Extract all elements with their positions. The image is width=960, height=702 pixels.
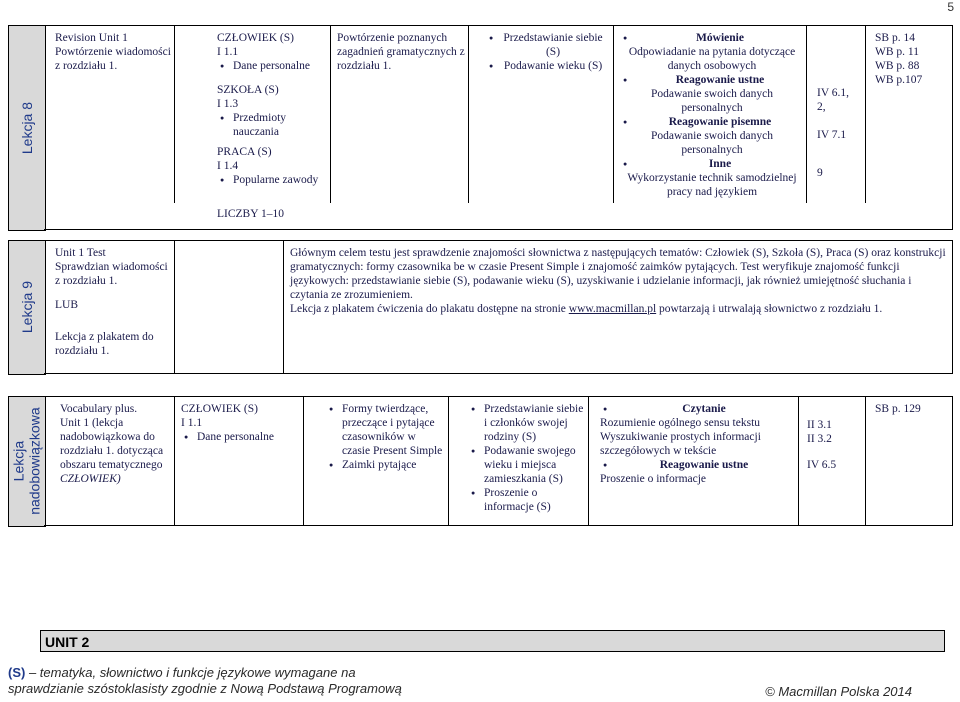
material-ref: SB p. 14 <box>875 32 915 44</box>
lesson9-main-text: Głównym celem testu jest sprawdzenie znajomości słownictwa z następujących tematów: Człowiek (S), Szkoła (S), Praca (S) oraz konstrukcji gramatycznych: formy czasownika be w czasie Present Simple i znajomość zaimków pytających. Test weryfikuje znajomość funkcji językowych: przedstawianie siebie (S), podawanie wieku (S), uzyskiwanie i udzielanie informacji, jak również umiejętność słuchania i czytania ze zrozumieniem. <box>290 247 946 302</box>
standard-code: IV 6.1, <box>817 87 850 99</box>
function-item: ● Podawanie wieku (S) <box>502 59 604 73</box>
lesson9-topic-cell <box>55 246 171 358</box>
skill-text: Rozumienie ogólnego sensu tekstu Wyszukiwanie prostych informacji szczegółowych w tekście <box>600 417 761 458</box>
numbers-label-cell <box>217 207 284 221</box>
poster-text-start: Lekcja z plakatem ćwiczenia do plakatu dostępne na stronie <box>290 303 569 316</box>
lesson8-topic: Revision Unit 1 Powtórzenie wiadomości z rozdziału 1. <box>55 32 171 73</box>
optional-lesson-label-line2: nadobowiązkowa <box>27 407 43 516</box>
skill-heading: ● Reagowanie ustne <box>636 73 804 87</box>
lesson9-poster-text <box>290 302 950 316</box>
function-item: ● Podawanie swojego wieku i miejsca zamieszkania (S) <box>484 444 586 486</box>
footer-s-marker: (S) <box>8 665 26 680</box>
skill-heading: ● Mówienie <box>636 31 804 45</box>
lesson8-skills-cell <box>620 31 804 199</box>
skill-text: Odpowiadanie na pytania dotyczące danych osobowych <box>628 46 796 73</box>
standard-code: 9 <box>817 167 823 180</box>
optional-lesson-label-band <box>8 396 46 527</box>
footer-line2: sprawdzianie szóstoklasisty zgodnie z Nową Podstawą Programową <box>8 680 402 696</box>
lesson9-test-title: Unit 1 Test <box>55 247 106 259</box>
standard-code: IV 7.1 <box>817 129 847 142</box>
poster-text-end: powtarzają i utrwalają słownictwo z rozdziału 1. <box>656 303 883 316</box>
material-ref: WB p. 11 <box>875 46 919 59</box>
vocab-code: I 1.1 <box>217 46 239 59</box>
vocab-heading-praca: PRACA (S) <box>217 146 272 159</box>
optional-materials-cell <box>875 402 951 416</box>
skill-heading: ● Inne <box>636 157 804 171</box>
lesson8-functions-cell <box>486 31 604 73</box>
vocab-code: I 1.4 <box>217 160 239 173</box>
vocab-item: ● Popularne zawody <box>233 173 329 187</box>
lesson8-label-band <box>8 25 46 231</box>
skill-text: Podawanie swoich danych personalnych <box>651 130 773 157</box>
function-item: ● Przedstawianie siebie (S) <box>502 31 604 59</box>
optional-grammar-cell <box>326 402 444 472</box>
material-ref: SB p. 129 <box>875 403 921 415</box>
optional-topic-area: CZŁOWIEK) <box>60 473 121 486</box>
standard-code: II 3.2 <box>807 433 832 446</box>
lesson9-or: LUB <box>55 299 78 312</box>
lesson8-grammar: Powtórzenie poznanych zagadnień gramatycznych z rozdziału 1. <box>337 32 465 73</box>
lesson9-section <box>8 240 953 375</box>
optional-vocab-plus: Vocabulary plus. <box>60 403 138 415</box>
vocab-heading-czlowiek: CZŁOWIEK (S) <box>217 32 294 44</box>
optional-topic-cell <box>60 402 172 486</box>
footer-note <box>8 665 568 697</box>
lesson8-section <box>8 25 953 231</box>
unit2-header: UNIT 2 <box>40 630 945 652</box>
lesson9-poster-lesson: Lekcja z plakatem do rozdziału 1. <box>55 331 154 358</box>
skill-text: Proszenie o informacje <box>600 473 707 486</box>
lesson8-label: Lekcja 8 <box>18 101 35 155</box>
function-item: ● Proszenie o informacje (S) <box>484 486 586 514</box>
vocab-item: ● Dane personalne <box>197 430 301 444</box>
vocab-heading-czlowiek: CZŁOWIEK (S) <box>181 403 258 415</box>
lesson8-materials-cell <box>875 31 951 87</box>
lesson8-standards-cell <box>817 86 863 180</box>
skill-text: Podawanie swoich danych personalnych <box>651 88 773 115</box>
optional-desc: Unit 1 (lekcja nadobowiązkowa do rozdziału 1. dotycząca obszaru tematycznego <box>60 417 164 472</box>
macmillan-link[interactable]: www.macmillan.pl <box>568 303 657 316</box>
footer-line1: – tematyka, słownictwo i funkcje językowe wymagane na <box>25 665 356 680</box>
material-ref: WB p.107 <box>875 74 923 87</box>
optional-functions-cell <box>468 402 586 514</box>
standard-code: IV 6.5 <box>807 459 837 472</box>
vocab-item: ● Dane personalne <box>233 59 329 73</box>
optional-standards-cell <box>807 418 863 472</box>
skill-heading: ● Reagowanie ustne <box>616 458 792 472</box>
footer-copyright: © Macmillan Polska 2014 <box>765 684 912 699</box>
material-ref: WB p. 88 <box>875 60 920 73</box>
optional-lesson-label <box>11 408 43 515</box>
lesson8-topic-cell <box>55 31 171 73</box>
optional-vocab-cell <box>181 402 301 444</box>
standard-code: 2, <box>817 101 826 114</box>
optional-lesson-label-line1: Lekcja <box>10 441 27 482</box>
page-number: 5 <box>947 0 954 14</box>
function-item: ● Przedstawianie siebie i członków swojej rodziny (S) <box>484 402 586 444</box>
lesson9-label-band <box>8 240 46 375</box>
optional-lesson-section <box>8 396 953 527</box>
vocab-code: I 1.1 <box>181 417 203 430</box>
standard-code: II 3.1 <box>807 419 832 431</box>
lesson9-test-desc: Sprawdzian wiadomości z rozdziału 1. <box>55 261 168 288</box>
lesson8-grammar-cell <box>337 31 465 73</box>
optional-skills-cell <box>600 402 792 486</box>
vocab-item: ● Przedmioty nauczania <box>233 111 329 139</box>
skill-text: Wykorzystanie technik samodzielnej pracy nad językiem <box>627 172 797 199</box>
numbers-label: LICZBY 1–10 <box>217 208 284 220</box>
lesson9-label: Lekcja 9 <box>18 281 35 334</box>
vocab-code: I 1.3 <box>217 98 239 111</box>
grammar-item: ● Zaimki pytające <box>342 458 444 472</box>
vocab-heading-szkola: SZKOŁA (S) <box>217 84 279 97</box>
grammar-item: ● Formy twierdzące, przeczące i pytające czasowników w czasie Present Simple <box>342 402 444 458</box>
lesson9-description-cell <box>290 246 950 316</box>
lesson8-vocab-cell <box>217 31 329 187</box>
skill-heading: ● Reagowanie pisemne <box>636 115 804 129</box>
skill-heading: ● Czytanie <box>616 402 792 416</box>
